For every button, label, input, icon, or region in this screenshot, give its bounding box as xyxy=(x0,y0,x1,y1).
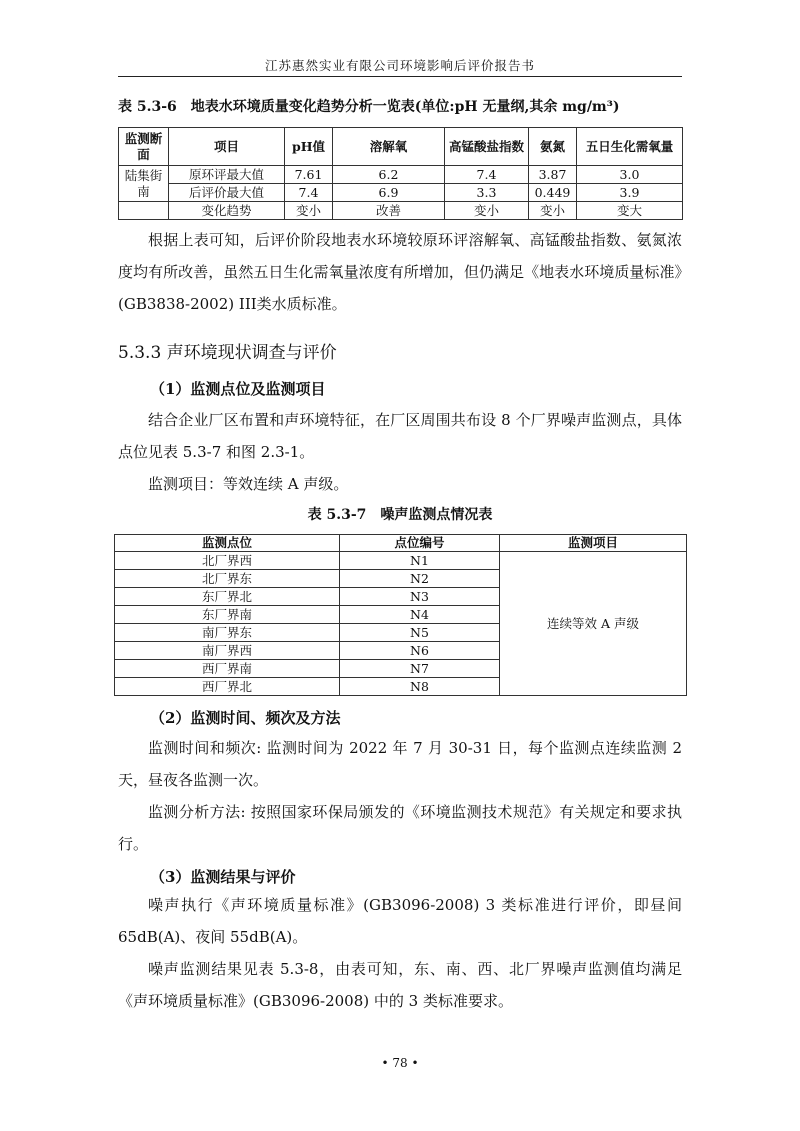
table2-header: 监测项目 xyxy=(500,535,687,552)
table-row xyxy=(119,202,683,220)
table-cell: 3.9 xyxy=(577,184,683,202)
table-cell: 3.0 xyxy=(577,166,683,184)
table1-header: 项目 xyxy=(169,128,285,166)
section-heading: 5.3.3 声环境现状调查与评价 xyxy=(118,343,337,363)
table-cell: 3.87 xyxy=(529,166,577,184)
header-rule xyxy=(118,76,682,77)
table-cell: 变小 xyxy=(285,202,333,220)
table-cell: 变小 xyxy=(445,202,529,220)
table2-header: 点位编号 xyxy=(340,535,500,552)
table-cell: N3 xyxy=(340,588,500,606)
table1-header: 溶解氧 xyxy=(333,128,445,166)
table1-header: pH值 xyxy=(285,128,333,166)
table-cell xyxy=(119,202,169,220)
table-cell: 6.2 xyxy=(333,166,445,184)
page-number: • 78 • xyxy=(381,1056,419,1070)
subsection-heading: （3）监测结果与评价 xyxy=(150,868,296,886)
table1-header: 监测断面 xyxy=(119,128,169,166)
table-cell: 南厂界东 xyxy=(115,624,340,642)
table-cell: 北厂界西 xyxy=(115,552,340,570)
paragraph-points: 结合企业厂区布置和声环境特征，在厂区周围共布设 8 个厂界噪声监测点，具体点位见表 5.3-7 和图 2.3-1。 xyxy=(118,411,682,461)
table-cell: 6.9 xyxy=(333,184,445,202)
subsection-heading: （2）监测时间、频次及方法 xyxy=(150,709,341,727)
table-cell: 东厂界南 xyxy=(115,606,340,624)
water-quality-table xyxy=(118,127,683,220)
table-cell: 3.3 xyxy=(445,184,529,202)
table1-header: 氨氮 xyxy=(529,128,577,166)
table-cell: 7.4 xyxy=(285,184,333,202)
table1-header-row xyxy=(119,128,683,166)
table2-header-row xyxy=(115,535,687,552)
table-row xyxy=(119,166,683,184)
subsection-heading: （1）监测点位及监测项目 xyxy=(150,380,326,398)
paragraph-method: 监测分析方法: 按照国家环保局颁发的《环境监测技术规范》有关规定和要求执行。 xyxy=(118,803,682,853)
table-cell: 7.4 xyxy=(445,166,529,184)
table-cell: 原环评最大值 xyxy=(169,166,285,184)
table-cell: N7 xyxy=(340,660,500,678)
table2-caption: 表 5.3-7 噪声监测点情况表 xyxy=(307,507,493,523)
table1-caption: 表 5.3-6 地表水环境质量变化趋势分析一览表(单位:pH 无量纲,其余 mg/m³) xyxy=(118,99,620,115)
table-cell: N6 xyxy=(340,642,500,660)
table-cell: N1 xyxy=(340,552,500,570)
paragraph-items: 监测项目：等效连续 A 声级。 xyxy=(148,475,349,493)
table-cell: 变小 xyxy=(529,202,577,220)
table-cell: N2 xyxy=(340,570,500,588)
table-cell: 西厂界南 xyxy=(115,660,340,678)
table1-header: 五日生化需氧量 xyxy=(577,128,683,166)
paragraph-time: 监测时间和频次: 监测时间为 2022 年 7 月 30-31 日，每个监测点连续监测 2 天，昼夜各监测一次。 xyxy=(118,739,682,789)
table-row xyxy=(115,552,687,570)
table-cell: 改善 xyxy=(333,202,445,220)
table-cell: 7.61 xyxy=(285,166,333,184)
table-cell: 东厂界北 xyxy=(115,588,340,606)
table-cell: N4 xyxy=(340,606,500,624)
paragraph-analysis: 根据上表可知，后评价阶段地表水环境较原环评溶解氧、高锰酸盐指数、氨氮浓度均有所改善，虽然五日生化需氧量浓度有所增加，但仍满足《地表水环境质量标准》(GB3838-2002) III类水质标准。 xyxy=(118,231,682,313)
table2-item-cell: 连续等效 A 声级 xyxy=(500,552,687,696)
paragraph-standard: 噪声执行《声环境质量标准》(GB3096-2008) 3 类标准进行评价，即昼间 65dB(A)、夜间 55dB(A)。 xyxy=(118,896,682,946)
page-header: 江苏惠然实业有限公司环境影响后评价报告书 xyxy=(264,58,535,73)
table1-header: 高锰酸盐指数 xyxy=(445,128,529,166)
table-cell: 变化趋势 xyxy=(169,202,285,220)
table-cell: 0.449 xyxy=(529,184,577,202)
noise-points-table xyxy=(114,534,687,696)
table-cell: 北厂界东 xyxy=(115,570,340,588)
table-cell: 南厂界西 xyxy=(115,642,340,660)
table-row xyxy=(119,184,683,202)
paragraph-result: 噪声监测结果见表 5.3-8，由表可知，东、南、西、北厂界噪声监测值均满足《声环境质量标准》(GB3096-2008) 中的 3 类标准要求。 xyxy=(118,960,682,1010)
table2-header: 监测点位 xyxy=(115,535,340,552)
table-cell: 变大 xyxy=(577,202,683,220)
table-cell: N8 xyxy=(340,678,500,696)
table1-section-cell: 陆集街南 xyxy=(119,166,169,202)
table-cell: 后评价最大值 xyxy=(169,184,285,202)
table-cell: N5 xyxy=(340,624,500,642)
table-cell: 西厂界北 xyxy=(115,678,340,696)
